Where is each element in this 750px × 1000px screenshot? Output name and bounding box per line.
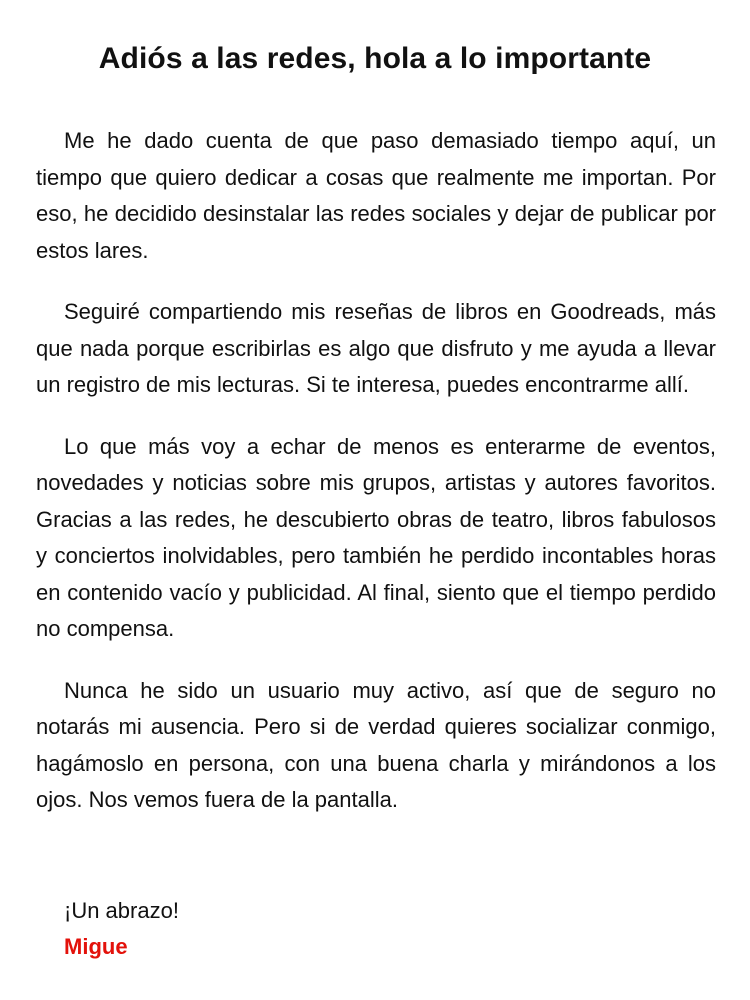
paragraph-1: Me he dado cuenta de que paso demasiado tiempo aquí, un tiempo que quiero dedicar a cosas que realmente me importan. Por eso, he decidido desinstalar las redes sociales y dejar de publicar por estos lares. <box>36 128 716 263</box>
document-body <box>36 123 716 844</box>
paragraph-4: Nunca he sido un usuario muy activo, así que de seguro no notarás mi ausencia. Pero si de verdad quieres socializar conmigo, hagámoslo en persona, con una buena charla y mirándonos a los ojos. Nos vemos fuera de la pantalla. <box>36 677 716 812</box>
closing-greeting: ¡Un abrazo! <box>64 898 179 923</box>
paragraph-3: Lo que más voy a echar de menos es enterarme de eventos, novedades y noticias sobre mis grupos, artistas y autores favoritos. Gracias a las redes, he descubierto obras de teatro, libros fabulosos y conciertos inolvidables, pero también he perdido incontables horas en contenido vacío y publicidad. Al final, siento que el tiempo perdido no compensa. <box>36 433 716 641</box>
closing-block <box>64 893 179 965</box>
signature: Migue <box>64 934 128 959</box>
document-title: Adiós a las redes, hola a lo importante <box>98 42 652 75</box>
paragraph-2: Seguiré compartiendo mis reseñas de libros en Goodreads, más que nada porque escribirlas es algo que disfruto y me ayuda a llevar un registro de mis lecturas. Si te interesa, puedes encontrarme allí. <box>36 299 716 397</box>
